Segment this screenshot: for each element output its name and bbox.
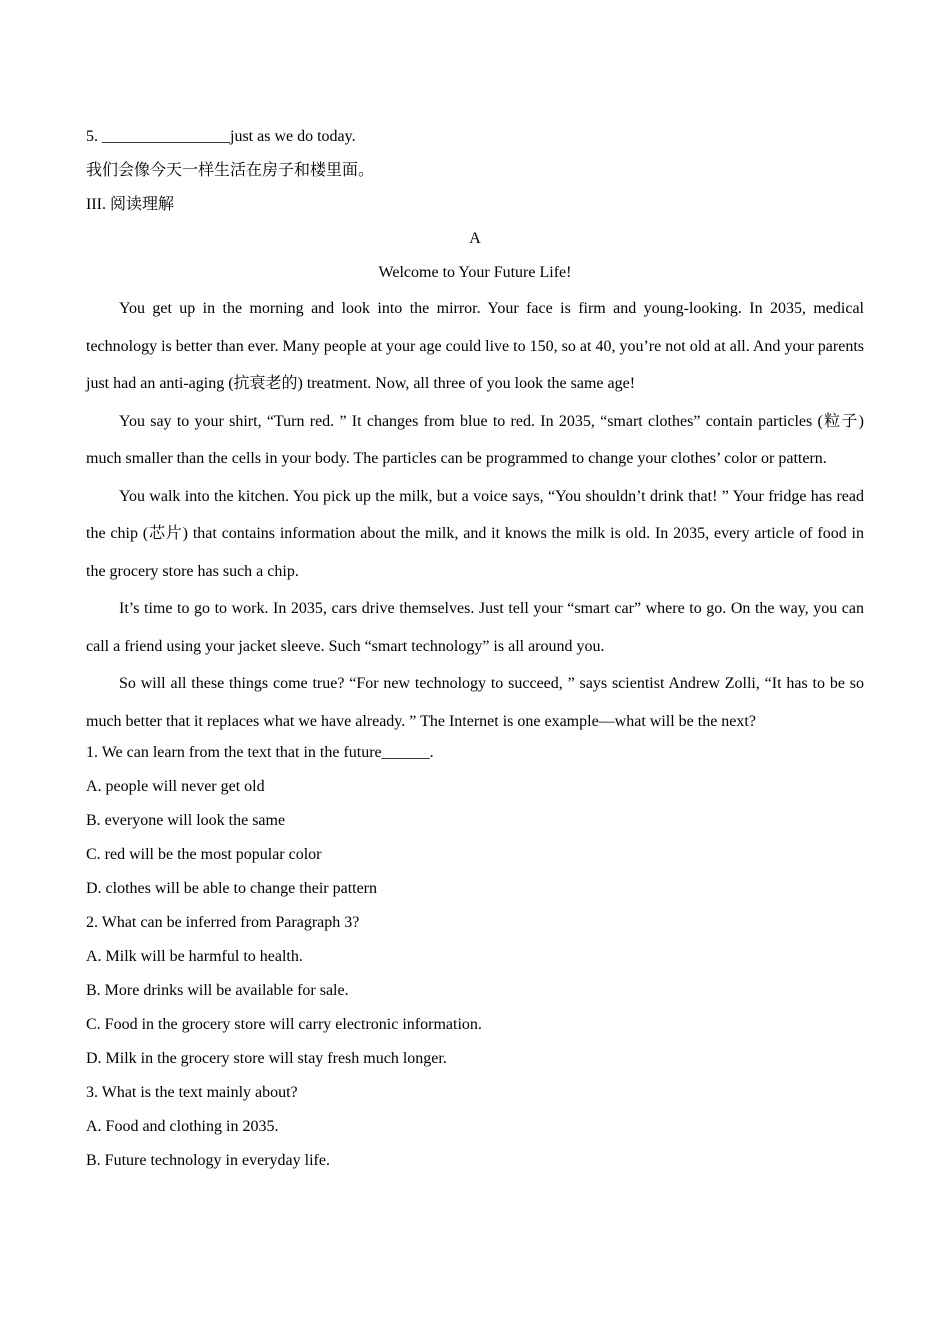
answer-option: D. clothes will be able to change their pattern	[86, 880, 378, 897]
document-page	[86, 120, 864, 1178]
question-stem: 3. What is the text mainly about?	[86, 1084, 298, 1101]
passage-paragraph-5: So will all these things come true? “For new technology to succeed, ” says scientist Andrew Zolli, “It has to be so much better that it replaces what we have already. ” The Internet is one example—what will be the next?	[86, 675, 864, 730]
question-5-chinese: 我们会像今天一样生活在房子和楼里面。	[86, 162, 375, 179]
passage-body	[86, 290, 864, 740]
answer-option: A. Food and clothing in 2035.	[86, 1118, 279, 1135]
answer-option: A. people will never get old	[86, 778, 265, 795]
section-heading: III. 阅读理解	[86, 196, 174, 213]
answer-option: C. Food in the grocery store will carry electronic information.	[86, 1016, 482, 1033]
question-stem: 1. We can learn from the text that in the future______.	[86, 744, 434, 761]
passage-paragraph-3: You walk into the kitchen. You pick up the milk, but a voice says, “You shouldn’t drink that! ” Your fridge has read the chip (芯片) that contains information about the milk, and it knows the milk is old. In 2035, every article of food in the grocery store has such a chip.	[86, 487, 864, 580]
question-2	[86, 906, 864, 1076]
answer-option: B. everyone will look the same	[86, 812, 286, 829]
passage-paragraph-4: It’s time to go to work. In 2035, cars drive themselves. Just tell your “smart car” where to go. On the way, you can call a friend using your jacket sleeve. Such “smart technology” is all around you.	[86, 600, 864, 655]
passage-label: A	[469, 230, 481, 247]
answer-option: C. red will be the most popular color	[86, 846, 322, 863]
question-1	[86, 736, 864, 906]
passage-title: Welcome to Your Future Life!	[378, 264, 572, 281]
answer-option: B. Future technology in everyday life.	[86, 1152, 330, 1169]
question-5-line: 5. ________________just as we do today.	[86, 128, 356, 145]
passage-paragraph-2: You say to your shirt, “Turn red. ” It changes from blue to red. In 2035, “smart clothes” contain particles (粒子) much smaller than the cells in your body. The particles can be programmed to change your clothes’ color or pattern.	[86, 412, 864, 467]
question-stem: 2. What can be inferred from Paragraph 3?	[86, 914, 360, 931]
answer-option: D. Milk in the grocery store will stay fresh much longer.	[86, 1050, 447, 1067]
passage-paragraph-1: You get up in the morning and look into the mirror. Your face is firm and young-looking. In 2035, medical technology is better than ever. Many people at your age could live to 150, so at 40, you’re not old at all. And your parents just had an anti-aging (抗衰老的) treatment. Now, all three of you look the same age!	[86, 300, 864, 392]
answer-option: A. Milk will be harmful to health.	[86, 948, 303, 965]
question-3	[86, 1076, 864, 1178]
answer-option: B. More drinks will be available for sale.	[86, 982, 349, 999]
